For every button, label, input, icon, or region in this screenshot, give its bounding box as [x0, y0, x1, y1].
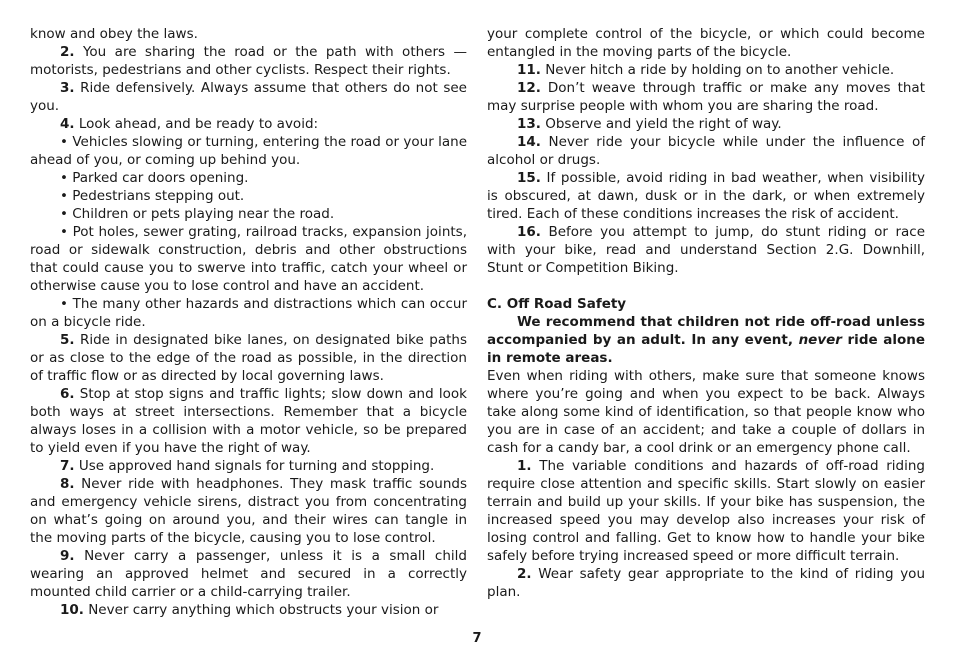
item-number: 3. [60, 80, 75, 96]
right-column [487, 25, 925, 601]
item-text: Ride defensively. Always assume that others do not see you. [30, 80, 467, 114]
item-number: 16. [517, 224, 541, 240]
item-text: If possible, avoid riding in bad weather, when visibility is obscured, at dawn, dusk or in the dark, or when extremely tired. Each of these conditions increases the risk of accident. [487, 170, 925, 222]
safety-item-6 [30, 385, 467, 457]
item-number: 8. [60, 476, 75, 492]
item-text: Ride in designated bike lanes, on designated bike paths or as close to the edge of the road as possible, in the direction of traffic flow or as directed by local governing laws. [30, 332, 467, 384]
item-number: 5. [60, 332, 75, 348]
item-text: Never carry anything which obstructs your vision or [83, 602, 439, 618]
item-text: The variable conditions and hazards of off-road riding require close attention and specific skills. Start slowly on easier terrain and build up your skills. If your bike has suspension, the increased speed you may develop also increases your risk of losing control and falling. Get to know how to handle your bike safely before trying increased speed or more difficult terrain. [487, 458, 925, 564]
item-number: 6. [60, 386, 75, 402]
continuation-text: know and obey the laws. [30, 26, 198, 42]
hazard-bullet: • Children or pets playing near the road. [60, 206, 335, 222]
recommendation-text [487, 313, 925, 367]
offroad-item-1 [487, 457, 925, 565]
safety-item-15 [487, 169, 925, 223]
hazard-bullet: • Vehicles slowing or turning, entering the road or your lane ahead of you, or coming up behind you. [30, 134, 467, 168]
item-text: Never hitch a ride by holding on to another vehicle. [540, 62, 895, 78]
hazard-bullet: • Parked car doors opening. [60, 170, 249, 186]
body-paragraph: Even when riding with others, make sure that someone knows where you’re going and when you expect to be back. Always take along some kind of identification, so that people know who you are in case of an accident; and take a couple of dollars in cash for a candy bar, a cool drink or an emergency phone call. [487, 368, 925, 456]
item-text: Never ride with headphones. They mask traffic sounds and emergency vehicle sirens, distract you from concentrating on what’s going on around you, and their wires can tangle in the moving parts of the bicycle, causing you to lose control. [30, 476, 467, 546]
item-text: Never ride your bicycle while under the influence of alcohol or drugs. [487, 134, 925, 168]
item-number: 11. [517, 62, 541, 78]
hazard-bullet: • The many other hazards and distractions which can occur on a bicycle ride. [30, 296, 467, 330]
continuation-text: your complete control of the bicycle, or which could become entangled in the moving parts of the bicycle. [487, 26, 925, 60]
emphasis-never: never [798, 332, 842, 348]
safety-item-5 [30, 331, 467, 385]
item-number: 14. [517, 134, 541, 150]
safety-item-14 [487, 133, 925, 169]
item-text: You are sharing the road or the path with others — motorists, pedestrians and other cyclists. Respect their rights. [30, 44, 467, 78]
left-column [30, 25, 467, 619]
item-text: Look ahead, and be ready to avoid: [74, 116, 319, 132]
item-number: 2. [517, 566, 532, 582]
item-number: 13. [517, 116, 541, 132]
offroad-item-2 [487, 565, 925, 601]
item-text: Don’t weave through traffic or make any moves that may surprise people with whom you are sharing the road. [487, 80, 925, 114]
item-text: Observe and yield the right of way. [540, 116, 782, 132]
safety-item-3 [30, 79, 467, 115]
safety-item-7 [30, 457, 467, 475]
recommendation-part: We recommend that children not ride off-road unless accompanied by an adult. In any event, [487, 314, 925, 348]
safety-item-16 [487, 223, 925, 277]
item-text: Use approved hand signals for turning and stopping. [74, 458, 435, 474]
safety-item-2 [30, 43, 467, 79]
item-text: Wear safety gear appropriate to the kind of riding you plan. [487, 566, 925, 600]
item-number: 2. [60, 44, 75, 60]
item-number: 15. [517, 170, 541, 186]
safety-item-12 [487, 79, 925, 115]
hazard-bullet: • Pot holes, sewer grating, railroad tracks, expansion joints, road or sidewalk construction, debris and other obstructions that could cause you to swerve into traffic, catch your wheel or otherwise cause you to lose control and have an accident. [30, 224, 467, 294]
recommendation-part: ride alone in remote areas. [487, 332, 925, 366]
safety-item-9 [30, 547, 467, 601]
safety-item-10 [30, 601, 467, 619]
item-number: 4. [60, 116, 75, 132]
section-heading: C. Off Road Safety [487, 296, 627, 312]
safety-item-13 [487, 115, 925, 133]
item-text: Never carry a passenger, unless it is a small child wearing an approved helmet and secured in a correctly mounted child carrier or a child-carrying trailer. [30, 548, 467, 600]
item-text: Before you attempt to jump, do stunt riding or race with your bike, read and understand Section 2.G. Downhill, Stunt or Competition Biking. [487, 224, 925, 276]
safety-item-11 [487, 61, 925, 79]
item-text: Stop at stop signs and traffic lights; slow down and look both ways at street intersections. Remember that a bicycle always loses in a collision with a motor vehicle, so be prepared to yield even if you have the right of way. [30, 386, 467, 456]
safety-item-8 [30, 475, 467, 547]
item-number: 9. [60, 548, 75, 564]
hazard-bullet: • Pedestrians stepping out. [60, 188, 245, 204]
item-number: 7. [60, 458, 75, 474]
item-number: 12. [517, 80, 541, 96]
safety-item-4 [30, 115, 467, 133]
page-number: 7 [472, 631, 482, 646]
item-number: 10. [60, 602, 84, 618]
item-number: 1. [517, 458, 532, 474]
